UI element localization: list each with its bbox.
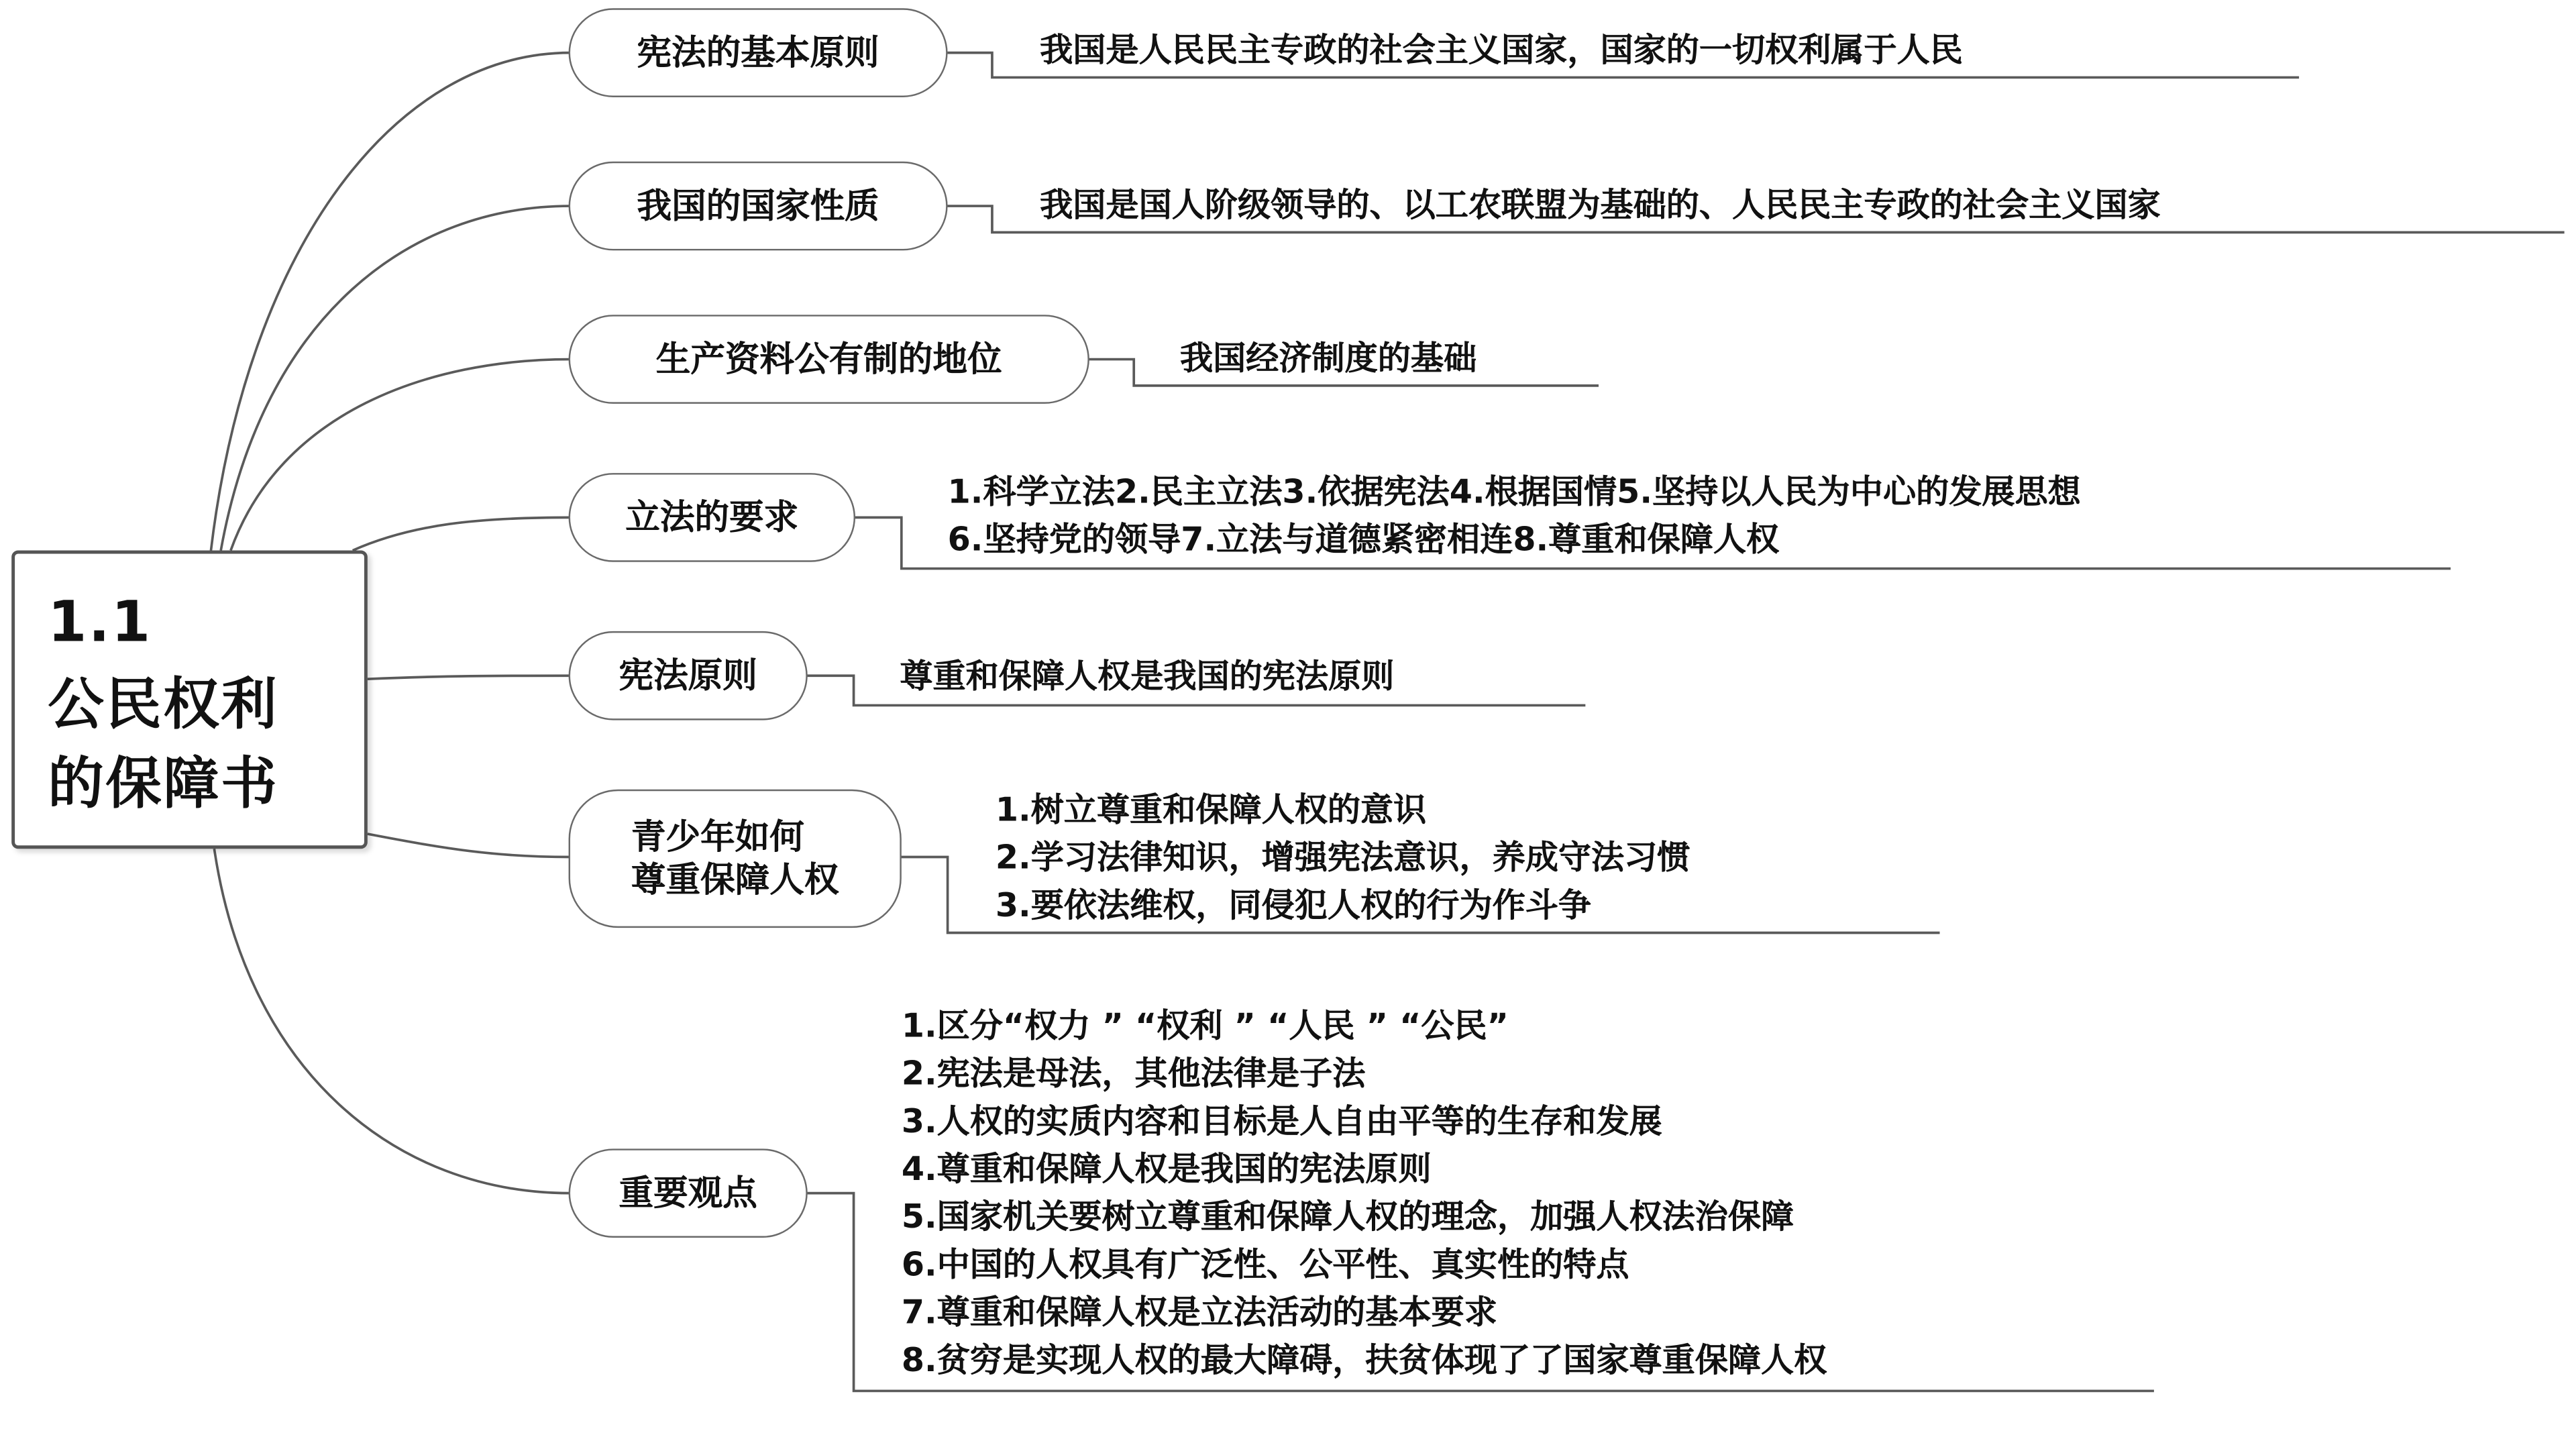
leaf-item: 4.尊重和保障人权是我国的宪法原则 bbox=[901, 1148, 1432, 1189]
connector-branch-6 bbox=[368, 834, 570, 857]
branch-label: 立法的要求 bbox=[625, 497, 799, 537]
branch-label-two-line bbox=[631, 816, 839, 902]
branch-node-legislation-requirements[interactable] bbox=[569, 473, 855, 562]
leaf-item: 我国经济制度的基础 bbox=[1179, 337, 1477, 378]
connector-branch-7 bbox=[214, 849, 570, 1193]
branch-label: 宪法原则 bbox=[619, 655, 757, 696]
root-node[interactable] bbox=[11, 551, 368, 849]
leaf-item: 尊重和保障人权是我国的宪法原则 bbox=[900, 655, 1395, 696]
leaf-item: 2.学习法律知识，增强宪法意识，养成守法习惯 bbox=[995, 837, 1690, 877]
connector-branch-1 bbox=[211, 53, 570, 551]
leaf-item: 7.尊重和保障人权是立法活动的基本要求 bbox=[901, 1292, 1497, 1332]
branch-node-constitutional-principle[interactable] bbox=[569, 631, 808, 720]
branch-label-line-2: 尊重保障人权 bbox=[631, 860, 839, 900]
branch-label-line-1: 青少年如何 bbox=[631, 817, 804, 857]
leaf-item: 1.树立尊重和保障人权的意识 bbox=[995, 789, 1427, 829]
connector-branch-5 bbox=[368, 676, 570, 679]
leaf-item: 我国是人民民主专政的社会主义国家，国家的一切权利属于人民 bbox=[1040, 30, 1963, 70]
connector-branch-4 bbox=[353, 517, 570, 550]
leaf-item: 5.国家机关要树立尊重和保障人权的理念，加强人权法治保障 bbox=[901, 1196, 1794, 1236]
branch-node-state-nature[interactable] bbox=[569, 162, 948, 251]
leaf-item: 6.中国的人权具有广泛性、公平性、真实性的特点 bbox=[901, 1244, 1629, 1284]
leaf-item: 我国是国人阶级领导的、以工农联盟为基础的、人民民主专政的社会主义国家 bbox=[1040, 184, 2161, 225]
branch-node-youth-human-rights[interactable] bbox=[569, 790, 902, 928]
leaf-item: 1.科学立法2.民主立法3.依据宪法4.根据国情5.坚持以人民为中心的发展思想 bbox=[947, 471, 2081, 511]
branch-node-public-ownership[interactable] bbox=[569, 315, 1089, 404]
branch-label: 我国的国家性质 bbox=[637, 186, 879, 226]
branch-label: 重要观点 bbox=[619, 1173, 757, 1214]
root-title-line-2: 的保障书 bbox=[48, 751, 279, 818]
branch-node-constitution-basic-principles[interactable] bbox=[569, 8, 948, 97]
branch-label: 生产资料公有制的地位 bbox=[655, 339, 1002, 380]
leaf-item: 8.贫穷是实现人权的最大障碍，扶贫体现了了国家尊重保障人权 bbox=[901, 1340, 1827, 1380]
leaf-item: 3.要依法维权，同侵犯人权的行为作斗争 bbox=[995, 885, 1591, 925]
branch-node-key-points[interactable] bbox=[569, 1148, 808, 1238]
leaf-item: 2.宪法是母法，其他法律是子法 bbox=[901, 1053, 1366, 1093]
leaf-item: 3.人权的实质内容和目标是人自由平等的生存和发展 bbox=[901, 1101, 1662, 1141]
connector-branch-3 bbox=[231, 360, 570, 551]
leaf-item: 1.区分“权力 ” “权利 ” “人民 ” “公民” bbox=[901, 1005, 1509, 1045]
root-number: 1.1 bbox=[48, 590, 152, 656]
leaf-item: 6.坚持党的领导7.立法与道德紧密相连8.尊重和保障人权 bbox=[947, 519, 1780, 559]
root-title-line-1: 公民权利 bbox=[48, 672, 279, 739]
branch-label: 宪法的基本原则 bbox=[637, 33, 879, 73]
connector-branch-2 bbox=[221, 206, 570, 550]
